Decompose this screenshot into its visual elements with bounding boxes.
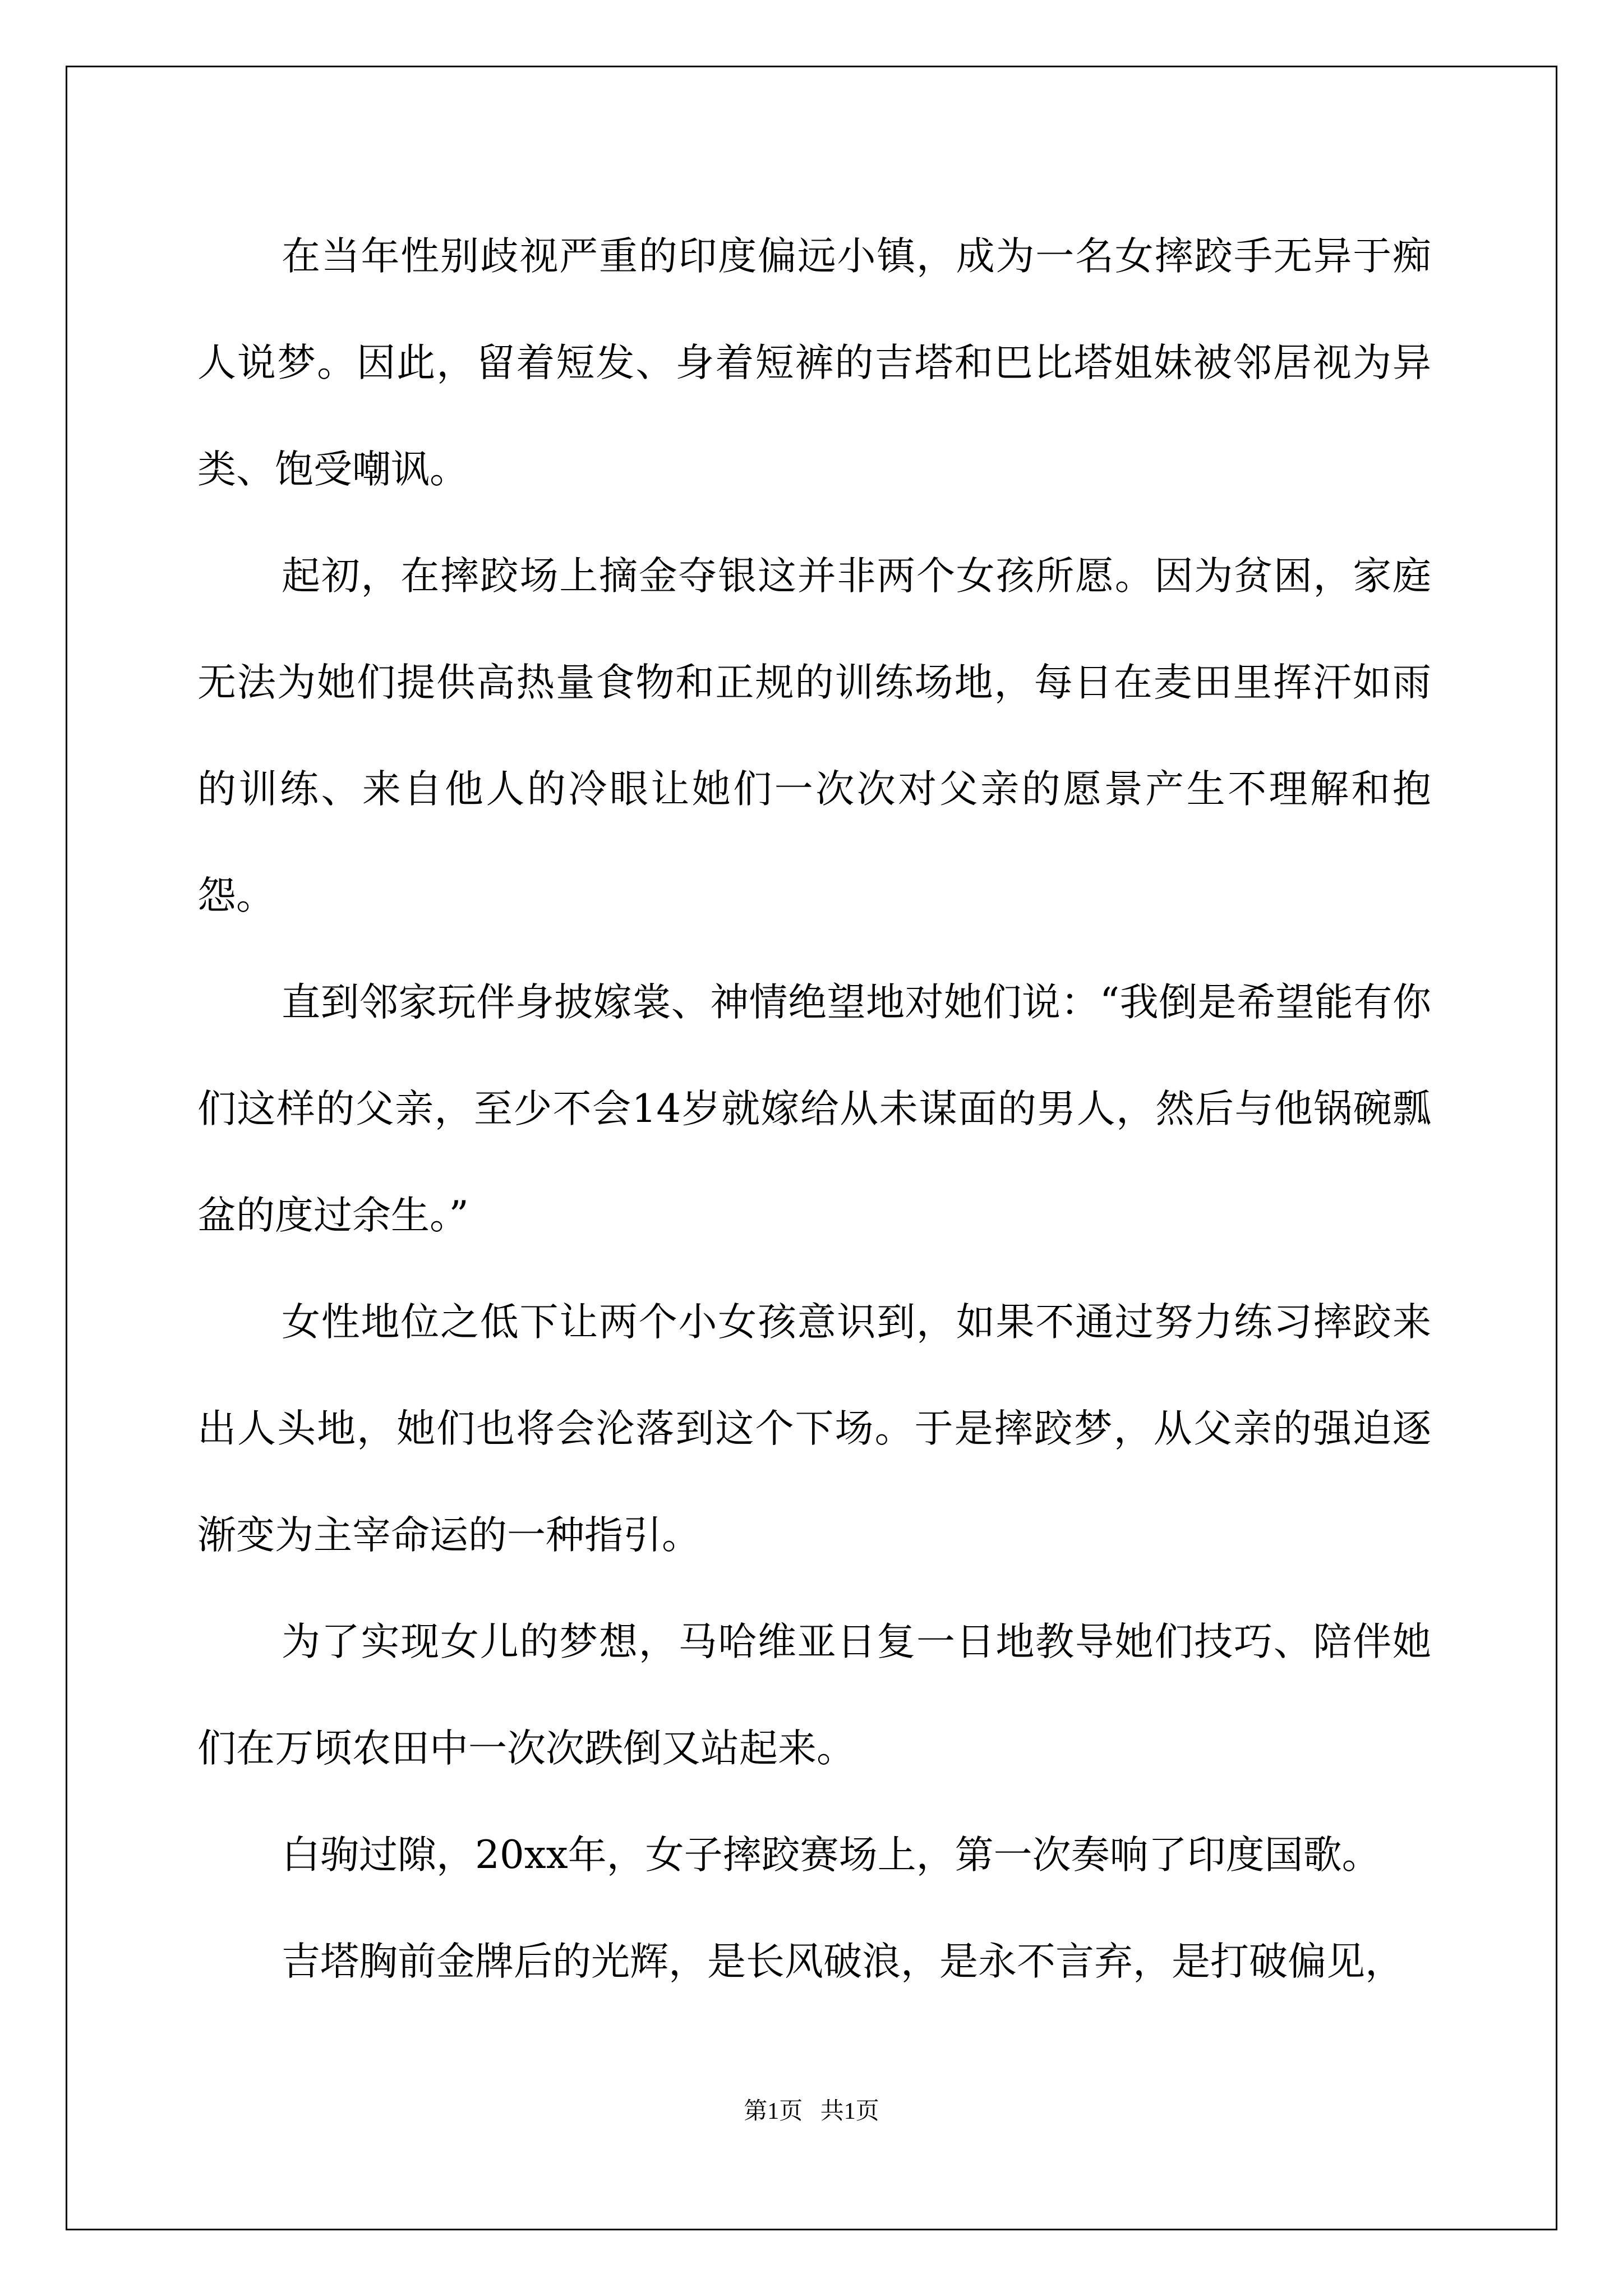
- document-body: [197, 203, 1431, 2015]
- paragraph: 女性地位之低下让两个小女孩意识到，如果不通过努力练习摔跤来出人头地，她们也将会沦落到这个下场。于是摔跤梦，从父亲的强迫逐渐变为主宰命运的一种指引。: [197, 1300, 1431, 1558]
- paragraph: 直到邻家玩伴身披嫁裳、神情绝望地对她们说：“我倒是希望能有你们这样的父亲，至少不会14岁就嫁给从未谋面的男人，然后与他锅碗瓢盆的度过余生。”: [197, 980, 1431, 1238]
- paragraph: 起初，在摔跤场上摘金夺银这并非两个女孩所愿。因为贫困，家庭无法为她们提供高热量食物和正规的训练场地，每日在麦田里挥汗如雨的训练、来自他人的冷眼让她们一次次对父亲的愿景产生不理解和抱怨。: [197, 554, 1431, 918]
- paragraph: 在当年性别歧视严重的印度偏远小镇，成为一名女摔跤手无异于痴人说梦。因此，留着短发、身着短裤的吉塔和巴比塔姐妹被邻居视为异类、饱受嘲讽。: [197, 234, 1431, 492]
- page-footer: 第1页 共1页: [744, 2099, 879, 2124]
- paragraph: 为了实现女儿的梦想，马哈维亚日复一日地教导她们技巧、陪伴她们在万顷农田中一次次跌倒又站起来。: [197, 1619, 1431, 1771]
- paragraph: 白驹过隙，20xx年，女子摔跤赛场上，第一次奏响了印度国歌。: [282, 1833, 1381, 1878]
- paragraph: 吉塔胸前金牌后的光辉，是长风破浪，是永不言弃，是打破偏见，: [282, 1939, 1404, 1984]
